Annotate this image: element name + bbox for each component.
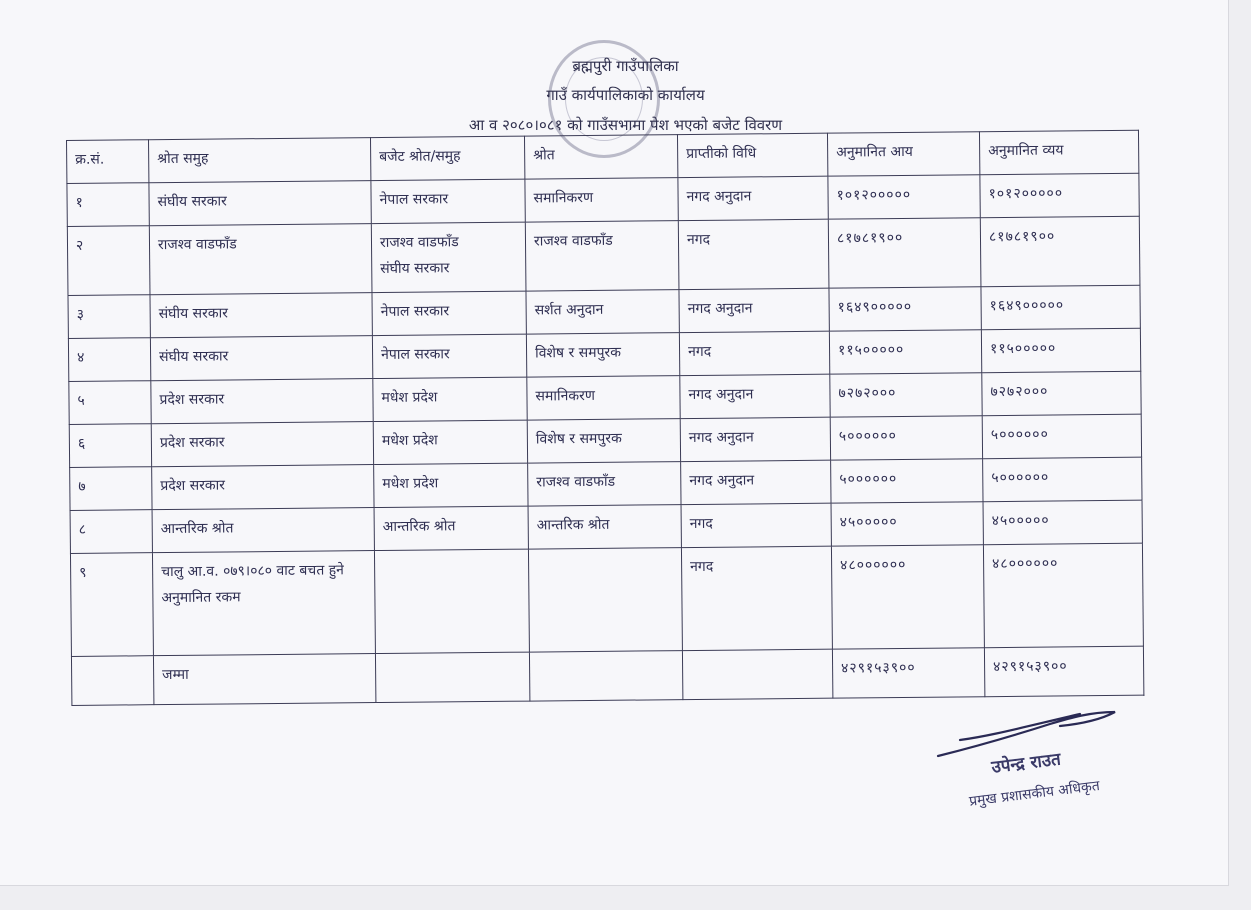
col-header-budget-source: बजेट श्रोत/समुह bbox=[370, 136, 524, 180]
cell-expense: ११५००००० bbox=[981, 328, 1140, 373]
cell-group: चालु आ.व. ०७९।०८० वाट बचत हुने अनुमानित रकम bbox=[152, 551, 375, 656]
col-header-source-group: श्रोत समुह bbox=[149, 138, 371, 183]
cell-group: संघीय सरकार bbox=[149, 181, 371, 226]
cell-group: राजश्व वाडफाँड bbox=[149, 224, 372, 295]
cell-expense: १६४९००००० bbox=[981, 285, 1140, 330]
cell-expense: ५०००००० bbox=[983, 457, 1142, 502]
cell-income: ५०००००० bbox=[831, 459, 983, 503]
cell-expense: ८१७८१९०० bbox=[980, 216, 1140, 287]
col-header-receipt-method: प्राप्तीको विधि bbox=[677, 133, 827, 177]
cell-income: ११५००००० bbox=[829, 330, 981, 374]
signatory-title: प्रमुख प्रशासकीय अधिकृत bbox=[968, 777, 1101, 810]
cell-sn: ८ bbox=[70, 510, 152, 554]
cell-budget-source: नेपाल सरकार bbox=[372, 291, 526, 335]
cell-method bbox=[682, 649, 832, 699]
cell-sn: ५ bbox=[69, 381, 151, 425]
cell-sn: १ bbox=[67, 183, 149, 227]
cell-income: १६४९००००० bbox=[829, 287, 981, 331]
cell-income: ८१७८१९०० bbox=[828, 218, 981, 288]
cell-expense: ७२७२००० bbox=[982, 371, 1141, 416]
cell-group: संघीय सरकार bbox=[150, 336, 372, 381]
cell-budget-source: मधेश प्रदेश bbox=[374, 463, 528, 507]
cell-budget-source: नेपाल सरकार bbox=[371, 179, 525, 223]
budget-table bbox=[66, 130, 1144, 706]
total-income: ४२९१५३९०० bbox=[832, 648, 984, 698]
cell-budget-source: आन्तरिक श्रोत bbox=[374, 506, 528, 550]
col-header-sn: क्र.सं. bbox=[67, 140, 149, 184]
cell-method: नगद अनुदान bbox=[680, 417, 830, 461]
cell-source: विशेष र समपुरक bbox=[527, 419, 680, 463]
cell-source bbox=[529, 651, 682, 701]
cell-group: प्रदेश सरकार bbox=[151, 422, 373, 467]
cell-income: ४५००००० bbox=[831, 502, 983, 546]
cell-source: विशेष र समपुरक bbox=[526, 333, 679, 377]
cell-income: ७२७२००० bbox=[830, 373, 982, 417]
cell-sn: ६ bbox=[69, 424, 151, 468]
cell-income: १०१२००००० bbox=[828, 175, 980, 219]
cell-source: राजश्व वाडफाँड bbox=[528, 462, 681, 506]
cell-group: प्रदेश सरकार bbox=[151, 379, 373, 424]
cell-method: नगद अनुदान bbox=[678, 176, 828, 220]
cell-source: सर्शत अनुदान bbox=[526, 290, 679, 334]
cell-group: आन्तरिक श्रोत bbox=[152, 508, 374, 553]
cell-budget-source bbox=[371, 222, 526, 292]
cell-budget-source: मधेश प्रदेश bbox=[373, 420, 527, 464]
cell-source: समानिकरण bbox=[527, 376, 680, 420]
cell-sn bbox=[71, 656, 153, 706]
table-row bbox=[67, 216, 1140, 295]
cell-expense: ४५००००० bbox=[983, 500, 1142, 545]
col-header-source: श्रोत bbox=[524, 135, 677, 179]
col-header-estimated-expense: अनुमानित व्यय bbox=[979, 130, 1138, 175]
document-title: आ व २०८०।०८१ को गाउँसभामा पेश भएको बजेट विवरण bbox=[468, 116, 783, 134]
total-expense: ४२९१५३९०० bbox=[984, 646, 1143, 697]
cell-income: ४८०००००० bbox=[831, 545, 984, 649]
cell-source: आन्तरिक श्रोत bbox=[528, 505, 681, 549]
cell-budget-source bbox=[374, 549, 529, 653]
cell-method: नगद अनुदान bbox=[679, 288, 829, 332]
cell-group: संघीय सरकार bbox=[150, 293, 372, 338]
cell-sn: ३ bbox=[68, 295, 150, 339]
cell-method: नगद bbox=[681, 546, 832, 650]
col-header-estimated-income: अनुमानित आय bbox=[827, 132, 979, 176]
cell-method: नगद अनुदान bbox=[680, 374, 830, 418]
cell-source: राजश्व वाडफाँड bbox=[525, 221, 679, 291]
cell-method: नगद bbox=[681, 503, 831, 547]
cell-budget-source: नेपाल सरकार bbox=[372, 334, 526, 378]
table-row bbox=[70, 543, 1143, 656]
cell-group: प्रदेश सरकार bbox=[152, 465, 374, 510]
total-label: जम्मा bbox=[153, 654, 375, 705]
cell-budget-source-line2: संघीय सरकार bbox=[380, 260, 450, 277]
cell-sn: २ bbox=[67, 226, 150, 296]
cell-method: नगद अनुदान bbox=[681, 460, 831, 504]
cell-sn: ९ bbox=[70, 553, 153, 657]
cell-expense: ५०००००० bbox=[982, 414, 1141, 459]
cell-method: नगद bbox=[678, 219, 829, 289]
cell-income: ५०००००० bbox=[830, 416, 982, 460]
cell-method: नगद bbox=[679, 331, 829, 375]
office-name: गाउँ कार्यपालिकाको कार्यालय bbox=[546, 86, 705, 104]
cell-source bbox=[528, 548, 682, 652]
cell-budget-source: मधेश प्रदेश bbox=[373, 377, 527, 421]
cell-source: समानिकरण bbox=[525, 178, 678, 222]
municipality-name: ब्रह्मपुरी गाउँपालिका bbox=[572, 57, 679, 75]
signatory-name: उपेन्द्र राउत bbox=[990, 749, 1062, 778]
cell-expense: ४८०००००० bbox=[983, 543, 1143, 648]
cell-sn: ७ bbox=[70, 467, 152, 511]
cell-sn: ४ bbox=[68, 338, 150, 382]
cell-budget-source bbox=[375, 652, 529, 702]
cell-budget-source-line1: राजश्व वाडफाँड bbox=[379, 234, 459, 251]
cell-expense: १०१२००००० bbox=[980, 173, 1139, 218]
